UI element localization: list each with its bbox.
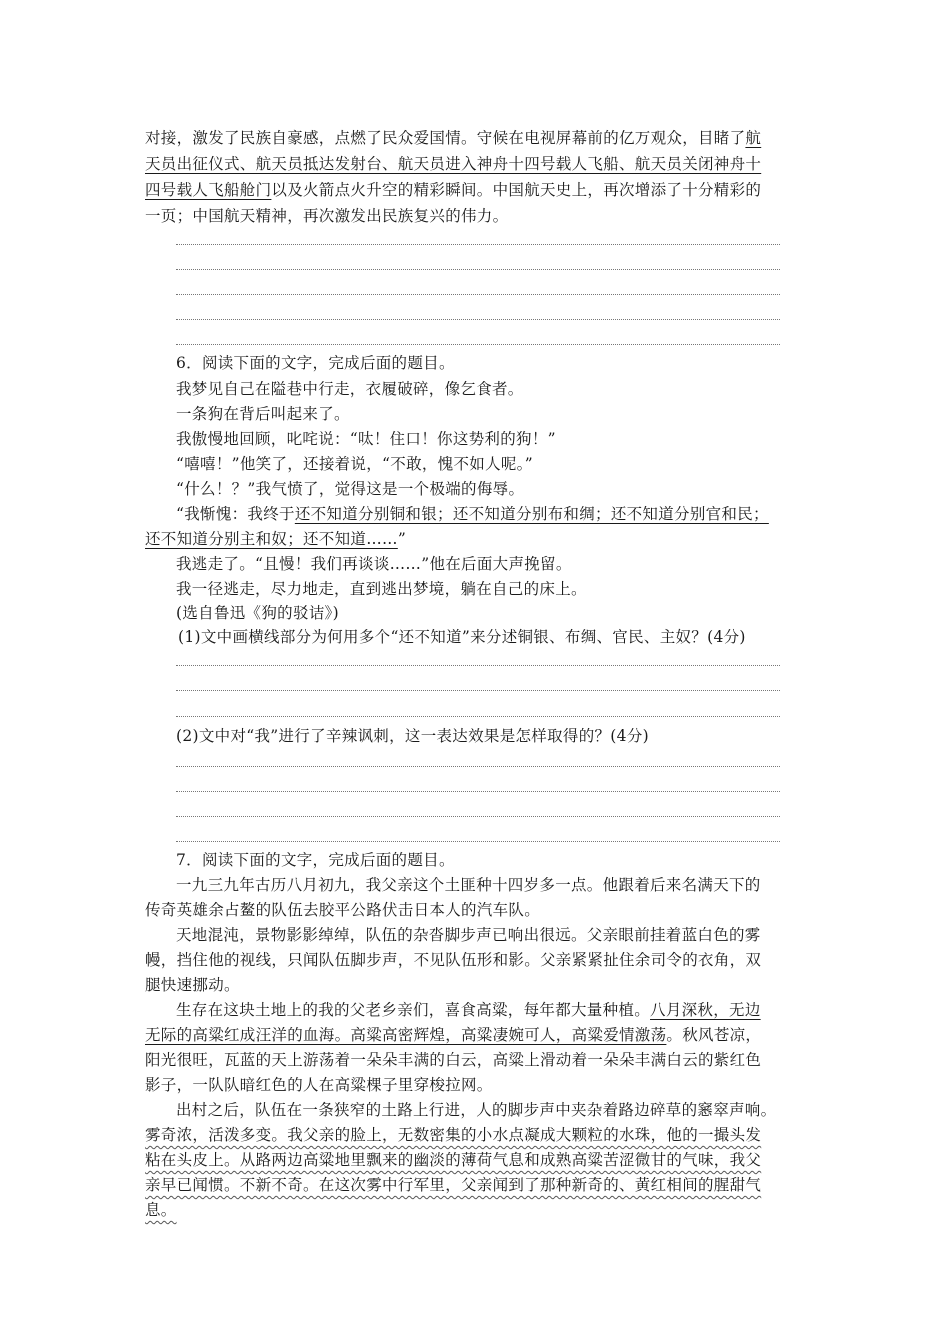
answer-line (176, 244, 780, 245)
underlined-text: 无际的高粱红成汪洋的血海。高粱高密辉煌，高粱凄婉可人，高粱爱情激荡 (145, 1026, 667, 1044)
passage5-line-2: 天员出征仪式、航天员抵达发射台、航天员进入神舟十四号载人飞船、航天员关闭神舟十 (145, 155, 762, 173)
q6-paragraph: 我一径逃走，尽力地走，直到逃出梦境，躺在自己的床上。 (176, 580, 587, 598)
text-run: 生存在这块土地上的我的父老乡亲们，喜食高粱，每年都大量种植。 (176, 1001, 651, 1019)
underlined-text: 航 (745, 129, 762, 147)
q6-title: 6．阅读下面的文字，完成后面的题目。 (176, 354, 455, 372)
passage5-line-4: 一页；中国航天精神，再次激发出民族复兴的伟力。 (145, 207, 509, 225)
q7-title: 7．阅读下面的文字，完成后面的题目。 (176, 851, 455, 869)
answer-line (176, 665, 780, 666)
q6-paragraph (176, 501, 816, 527)
q7-paragraph-cont (145, 1022, 815, 1048)
wavy-underlined-text: 息。 (145, 1201, 177, 1219)
underlined-text: 四号载人飞船舱门 (145, 181, 272, 199)
q7-paragraph-cont: 传奇英雄余占鳌的队伍去胶平公路伏击日本人的汽车队。 (145, 901, 541, 919)
q6-paragraph: “什么！？”我气愤了，觉得这是一个极端的侮辱。 (176, 480, 525, 498)
q6-subquestion-1: (1)文中画横线部分为何用多个“还不知道”来分述铜银、布绸、官民、主奴？(4分) (178, 628, 746, 646)
answer-line (176, 766, 780, 767)
answer-line (176, 841, 780, 842)
wavy-underlined-text: 雾奇浓，活泼多变。我父亲的脸上，无数密集的小水点凝成大颗粒的水珠，他的一撮头发 (145, 1126, 762, 1144)
q7-paragraph-cont: 腿快速挪动。 (145, 976, 240, 994)
answer-line (176, 269, 780, 270)
wavy-underlined-text: 亲早已闻惯。不新不奇。在这次雾中行军里，父亲闻到了那种新奇的、黄红相间的腥甜气 (145, 1176, 762, 1194)
q6-paragraph-cont (145, 526, 815, 552)
text-run: ” (397, 530, 407, 548)
answer-line (176, 716, 780, 717)
answer-line (176, 294, 780, 295)
answer-line (176, 344, 780, 345)
q6-paragraph: “嘻嘻！”他笑了，还接着说，“不敢，愧不如人呢。” (176, 455, 533, 473)
text-run: 以及火箭点火升空的精彩瞬间。中国航天史上，再次增添了十分精彩的 (271, 181, 762, 199)
q7-paragraph: 一九三九年古历八月初九，我父亲这个土匪种十四岁多一点。他跟着后来名满天下的 (176, 876, 761, 894)
text-run: 对接，激发了民族自豪感，点燃了民众爱国情。守候在电视屏幕前的亿万观众，目睹了 (145, 129, 746, 147)
answer-line (176, 690, 780, 691)
q7-paragraph-cont: 阳光很旺，瓦蓝的天上游荡着一朵朵丰满的白云，高粱上滑动着一朵朵丰满白云的紫红色 (145, 1051, 762, 1069)
wavy-underlined-text: 粘在头皮上。从路两边高粱地里飘来的幽淡的薄荷气息和成熟高粱苦涩微甘的气味，我父 (145, 1151, 762, 1169)
q7-paragraph-cont: 影子，一队队暗红色的人在高粱棵子里穿梭拉网。 (145, 1076, 493, 1094)
underlined-text: 还不知道分别铜和银；还不知道分别布和绸；还不知道分别官和民； (294, 505, 769, 523)
passage5-line-3 (145, 177, 815, 203)
answer-line (176, 816, 780, 817)
q6-paragraph: 我傲慢地回顾，叱咤说：“呔！住口！你这势利的狗！” (176, 430, 556, 448)
q7-paragraph: 出村之后，队伍在一条狭窄的土路上行进，人的脚步声中夹杂着路边碎草的窸窣声响。 (176, 1101, 777, 1119)
q6-subquestion-2: (2)文中对“我”进行了辛辣讽刺，这一表达效果是怎样取得的？(4分) (176, 727, 649, 745)
underlined-text: 八月深秋，无边 (650, 1001, 761, 1019)
q7-paragraph: 天地混沌，景物影影绰绰，队伍的杂沓脚步声已响出很远。父亲眼前挂着蓝白色的雾 (176, 926, 761, 944)
q6-paragraph: 我逃走了。“且慢！我们再谈谈……”他在后面大声挽留。 (176, 555, 572, 573)
text-run: 。秋风苍凉， (666, 1026, 762, 1044)
q6-source: (选自鲁迅《狗的驳诘》) (176, 604, 339, 622)
q7-paragraph (176, 997, 816, 1023)
q6-paragraph: 一条狗在背后叫起来了。 (176, 405, 350, 423)
text-run: “我惭愧：我终于 (176, 505, 295, 523)
q6-paragraph: 我梦见自己在隘巷中行走，衣履破碎，像乞食者。 (176, 380, 524, 398)
q7-paragraph-cont: 幔，挡住他的视线，只闻队伍脚步声，不见队伍形和影。父亲紧紧扯住余司令的衣角，双 (145, 951, 762, 969)
passage5-line-1 (145, 125, 815, 151)
answer-line (176, 319, 780, 320)
underlined-text: 还不知道分别主和奴；还不知道…… (145, 530, 398, 548)
answer-line (176, 791, 780, 792)
